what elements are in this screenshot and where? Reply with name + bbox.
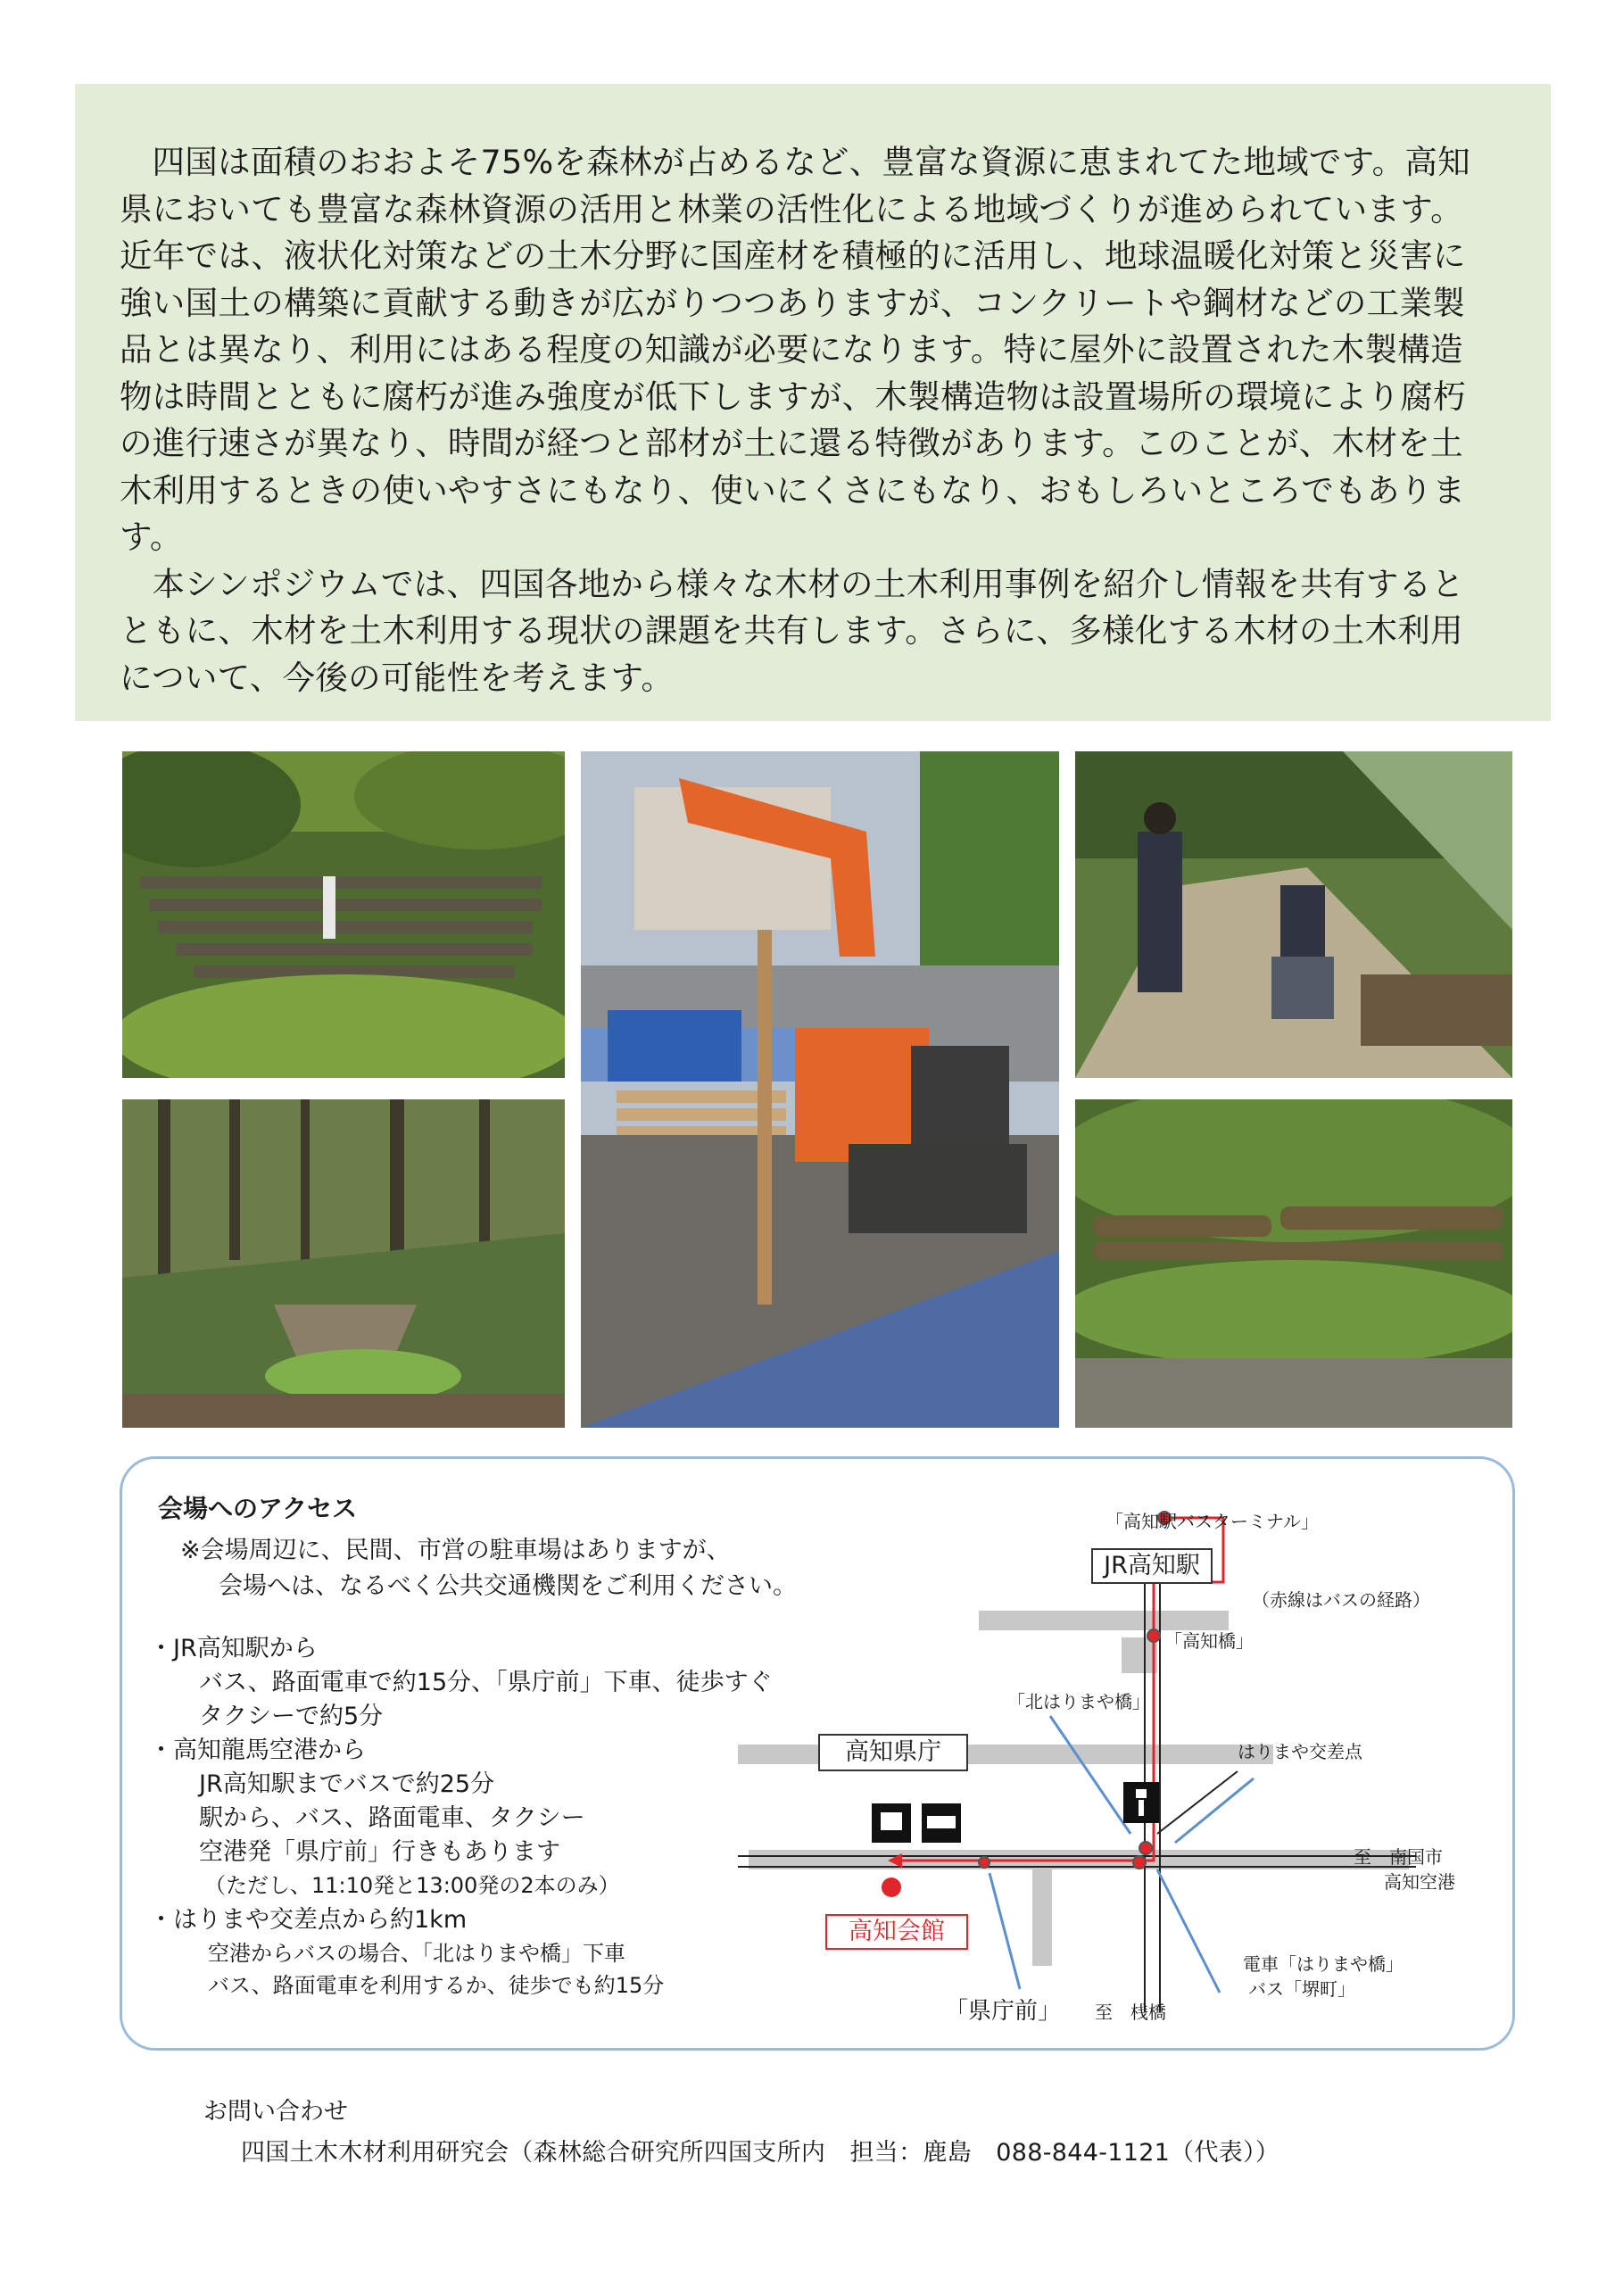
contact-details: 四国土木木材利用研究会（森林総合研究所四国支所内 担当：鹿島 088-844-1121（代表）） (241, 2139, 1280, 2167)
info-icon-glyph-2 (1139, 1800, 1144, 1816)
venue-marker (882, 1877, 901, 1897)
label-to-nankoku: 至 南国市 (1354, 1846, 1443, 1868)
route-from-jr-station: ・JR高知駅から (149, 1635, 318, 1662)
access-note-line-1: ※会場周辺に、民間、市営の駐車場はありますが、 (180, 1537, 731, 1564)
label-kita-harimaya: 「北はりまや橋」 (1007, 1691, 1150, 1712)
label-kochi-airport: 高知空港 (1384, 1871, 1455, 1893)
route-from-jr-station-line-2: タクシーで約5分 (199, 1703, 384, 1730)
photo-forest-erosion-control (122, 1099, 565, 1428)
kencho-mae-stop (979, 1857, 990, 1868)
photo-excavator-piling (581, 751, 1059, 1428)
kita-harimaya-arrow (1050, 1716, 1130, 1834)
tram-icon-window (881, 1812, 902, 1830)
label-bus-route-note: （赤線はバスの経路） (1252, 1589, 1430, 1611)
access-box (120, 1456, 1515, 2051)
access-title: 会場へのアクセス (158, 1494, 358, 1523)
route-from-harimaya: ・はりまや交差点から約1km (149, 1906, 468, 1934)
route-from-airport: ・高知龍馬空港から (149, 1737, 366, 1764)
intro-paragraph-1: 四国は面積のおおよそ75%を森林が占めるなど、豊富な資源に恵まれてた地域です。高知県においても豊富な森林資源の活用と林業の活性化による地域づくりが進められています。近年では、液状化対策などの土木分野に国産材を積極的に活用し、地球温暖化対策と災害に強い国土の構築に貢献する動きが広がりつつありますが、コンクリートや鋼材などの工業製品とは異なり、利用にはある程度の知識が必要になります。特に屋外に設置された木製構造物は時間とともに腐朽が進み強度が低下しますが、木製構造物は設置場所の環境により腐朽の進行速さが異なり、時間が経つと部材が土に還る特徴があります。このことが、木材を土木利用するときの使いやすさにもなり、使いにくさにもなり、おもしろいところでもあります。 (120, 143, 1471, 556)
label-tram-stop: 電車「はりまや橋」 (1243, 1953, 1404, 1975)
contact-title: お問い合わせ (203, 2098, 348, 2126)
kencho-mae-arrow (990, 1873, 1020, 1989)
kochi-bridge-stop (1147, 1629, 1160, 1642)
route-from-airport-line-1: JR高知駅までバスで約25分 (199, 1770, 495, 1798)
photo-decayed-logs (1075, 1099, 1512, 1428)
tram-stop-arrow (1157, 1869, 1220, 1993)
label-prefecture-office: 高知県庁 (818, 1734, 968, 1771)
kita-harimaya-stop (1139, 1842, 1152, 1854)
road-block (1122, 1637, 1157, 1673)
route-from-harimaya-line-2: バス、路面電車を利用するか、徒歩でも約15分 (208, 1973, 665, 1998)
label-bus-stop: バス「堺町」 (1248, 1978, 1355, 2000)
access-note-line-2: 会場へは、なるべく公共交通機関をご利用ください。 (219, 1572, 797, 1600)
photo-field-survey (1075, 751, 1512, 1078)
access-map (738, 1477, 1505, 2030)
route-from-airport-line-3: 空港発「県庁前」行きもあります (199, 1838, 560, 1866)
label-kochi-bridge: 「高知橋」 (1164, 1630, 1254, 1652)
route-from-airport-line-4: （ただし、11:10発と13:00発の2本のみ） (204, 1873, 620, 1898)
label-bus-terminal: 「高知駅バスターミナル」 (1105, 1511, 1319, 1532)
label-to-sanbashi: 至 桟橋 (1095, 2002, 1166, 2023)
route-from-airport-line-2: 駅から、バス、路面電車、タクシー (199, 1804, 585, 1832)
route-from-harimaya-line-1: 空港からバスの場合、「北はりまや橋」下車 (208, 1941, 625, 1966)
label-kencho-mae: 「県庁前」 (945, 1998, 1062, 2025)
route-from-jr-station-line-1: バス、路面電車で約15分、「県庁前」下車、徒歩すぐ (199, 1669, 773, 1696)
label-jr-kochi-station: JR高知駅 (1091, 1548, 1213, 1584)
label-harimaya-crossing: はりまや交差点 (1238, 1741, 1362, 1762)
photo-wooden-check-dam (122, 751, 565, 1078)
label-venue: 高知会館 (825, 1914, 968, 1950)
intro-box (75, 84, 1551, 721)
harimaya-tram-stop (1133, 1856, 1146, 1869)
bus-icon-window (927, 1816, 956, 1828)
info-icon-glyph (1136, 1789, 1147, 1798)
intro-paragraph-2: 本シンポジウムでは、四国各地から様々な木材の土木利用事例を紹介し情報を共有するとともに、木材を土木利用する現状の課題を共有します。さらに、多様化する木材の土木利用について、今後の可能性を考えます。 (120, 564, 1465, 697)
